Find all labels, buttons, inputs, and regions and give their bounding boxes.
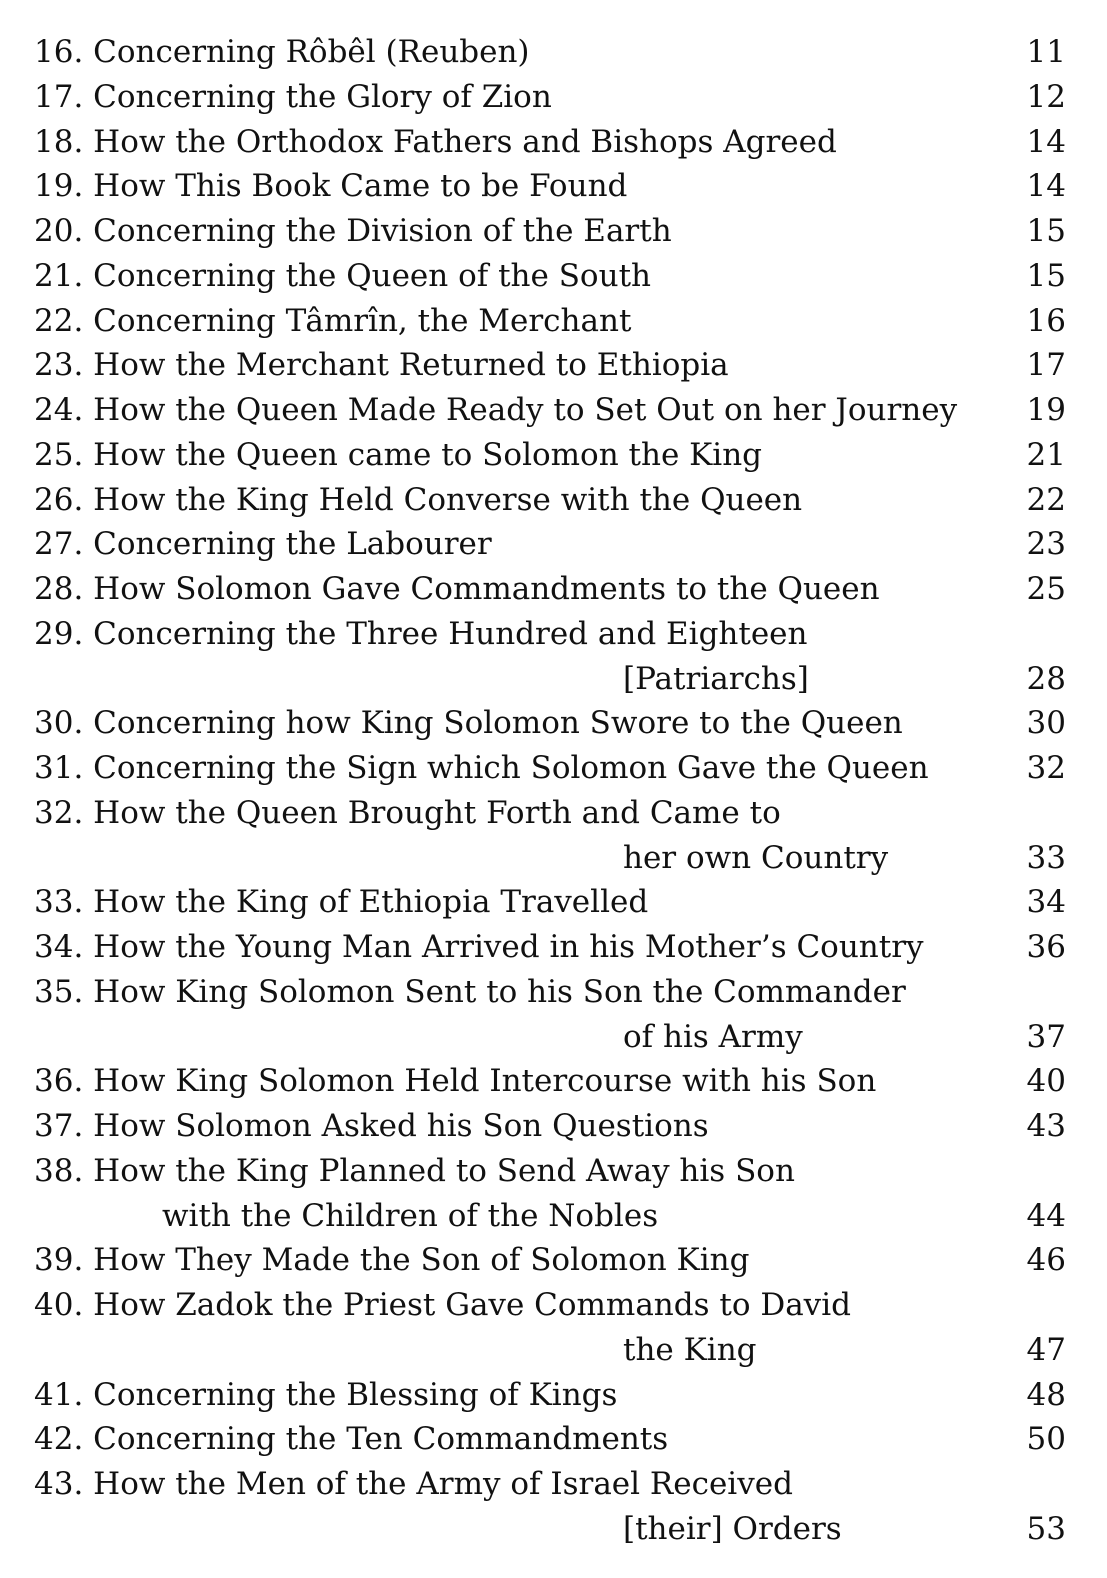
toc-entry [34,1283,1066,1328]
toc-entry-title: 31. Concerning the Sign which Solomon Gave the Queen [34,750,929,786]
toc-entry-title: 40. How Zadok the Priest Gave Commands to David [34,1287,851,1323]
toc-entry-title: 22. Concerning Tâmrîn, the Merchant [34,302,632,339]
toc-entry [34,120,1066,165]
toc-entry-continuation [34,1507,1066,1552]
toc-entry-title: 36. How King Solomon Held Intercourse with his Son [34,1063,877,1100]
toc-entry-page: 15 [1026,213,1066,249]
toc-entry-page: 43 [1026,1108,1066,1144]
toc-entry-title: 17. Concerning the Glory of Zion [34,78,552,115]
toc-entry-page: 47 [1026,1331,1066,1368]
toc-entry [34,75,1066,120]
toc-entry [34,612,1066,657]
toc-entry-title: 43. How the Men of the Army of Israel Received [34,1466,793,1502]
toc-entry-page: 33 [1026,839,1066,876]
toc-entry-title: 38. How the King Planned to Send Away his Son [34,1152,795,1189]
toc-entry-title: 20. Concerning the Division of the Earth [34,213,672,249]
toc-entry-page: 36 [1026,929,1066,965]
toc-entry [34,970,1066,1015]
toc-entry [34,1149,1066,1194]
toc-entry-page: 28 [1026,660,1066,697]
toc-entry [34,1238,1066,1283]
toc-entry-title-continued: the King [623,1331,757,1368]
toc-entry-title-continued: her own Country [623,839,889,876]
toc-entry [34,1417,1066,1462]
toc-entry [34,254,1066,299]
toc-entry-title: 27. Concerning the Labourer [34,526,492,563]
toc-entry-title: 25. How the Queen came to Solomon the King [34,436,763,473]
toc-entry [34,343,1066,388]
toc-entry [34,209,1066,254]
toc-entry-page: 48 [1026,1376,1066,1413]
toc-entry-title: 39. How They Made the Son of Solomon King [34,1242,750,1279]
toc-entry-title: 21. Concerning the Queen of the South [34,257,651,294]
toc-entry-continuation [34,1194,1066,1239]
toc-entry [34,478,1066,523]
toc-entry [34,1059,1066,1104]
table-of-contents [34,30,1066,1552]
toc-entry-page: 23 [1026,526,1066,563]
toc-entry [34,567,1066,612]
toc-entry-title: 28. How Solomon Gave Commandments to the Queen [34,571,880,607]
toc-entry [34,164,1066,209]
toc-entry-page: 46 [1026,1242,1066,1279]
toc-entry [34,746,1066,791]
toc-entry [34,925,1066,970]
toc-entry-title-continued: [Patriarchs] [623,660,809,697]
toc-entry-page: 16 [1026,302,1066,339]
toc-entry [34,880,1066,925]
toc-entry-title: 23. How the Merchant Returned to Ethiopia [34,347,729,384]
toc-entry-page: 14 [1026,168,1066,205]
toc-entry [34,522,1066,567]
toc-entry-title: 30. Concerning how King Solomon Swore to the Queen [34,705,903,742]
toc-entry-page: 14 [1026,123,1066,160]
toc-entry-title: 24. How the Queen Made Ready to Set Out on her Journey [34,392,958,428]
toc-entry-page: 32 [1026,750,1066,786]
toc-entry-page: 19 [1026,392,1066,428]
toc-entry-page: 12 [1026,78,1066,115]
toc-entry-title: 18. How the Orthodox Fathers and Bishops Agreed [34,123,837,160]
toc-entry-page: 25 [1026,571,1066,607]
toc-entry [34,1104,1066,1149]
toc-entry [34,1462,1066,1507]
toc-entry-title: 19. How This Book Came to be Found [34,168,628,205]
toc-entry-page: 17 [1026,347,1066,384]
toc-entry-title: 42. Concerning the Ten Commandments [34,1421,669,1458]
toc-entry [34,701,1066,746]
toc-entry [34,1373,1066,1418]
toc-entry-title: 16. Concerning Rôbêl (Reuben) [34,34,530,70]
toc-entry-page: 15 [1026,257,1066,294]
toc-entry-page: 30 [1026,705,1066,742]
toc-entry-title: 32. How the Queen Brought Forth and Came to [34,794,781,831]
toc-entry-title: 33. How the King of Ethiopia Travelled [34,884,649,921]
toc-entry-title-continued: [their] Orders [623,1510,842,1547]
toc-entry-page: 40 [1026,1063,1066,1100]
toc-entry-title: 29. Concerning the Three Hundred and Eighteen [34,615,808,652]
toc-entry [34,791,1066,836]
toc-entry-continuation [34,1328,1066,1373]
toc-entry-page: 53 [1026,1510,1066,1547]
toc-entry-continuation [34,1015,1066,1060]
toc-entry-page: 44 [1026,1197,1066,1234]
toc-entry-title: 37. How Solomon Asked his Son Questions [34,1108,709,1144]
toc-entry-title-continued: of his Army [623,1018,803,1055]
toc-entry [34,299,1066,344]
toc-entry-page: 11 [1026,34,1066,70]
toc-entry-title: 35. How King Solomon Sent to his Son the Commander [34,973,906,1010]
toc-entry-title-continued: with the Children of the Nobles [162,1197,659,1234]
toc-entry-page: 21 [1026,436,1066,473]
toc-entry-title: 41. Concerning the Blessing of Kings [34,1376,618,1413]
toc-entry-page: 37 [1026,1018,1066,1055]
toc-entry-continuation [34,657,1066,702]
toc-entry [34,433,1066,478]
toc-entry-title: 26. How the King Held Converse with the Queen [34,481,803,518]
toc-entry-page: 50 [1026,1421,1066,1458]
toc-entry-continuation [34,836,1066,881]
toc-entry-page: 22 [1026,481,1066,518]
toc-entry-page: 34 [1026,884,1066,921]
toc-entry [34,30,1066,75]
toc-entry [34,388,1066,433]
toc-entry-title: 34. How the Young Man Arrived in his Mother’s Country [34,929,924,965]
